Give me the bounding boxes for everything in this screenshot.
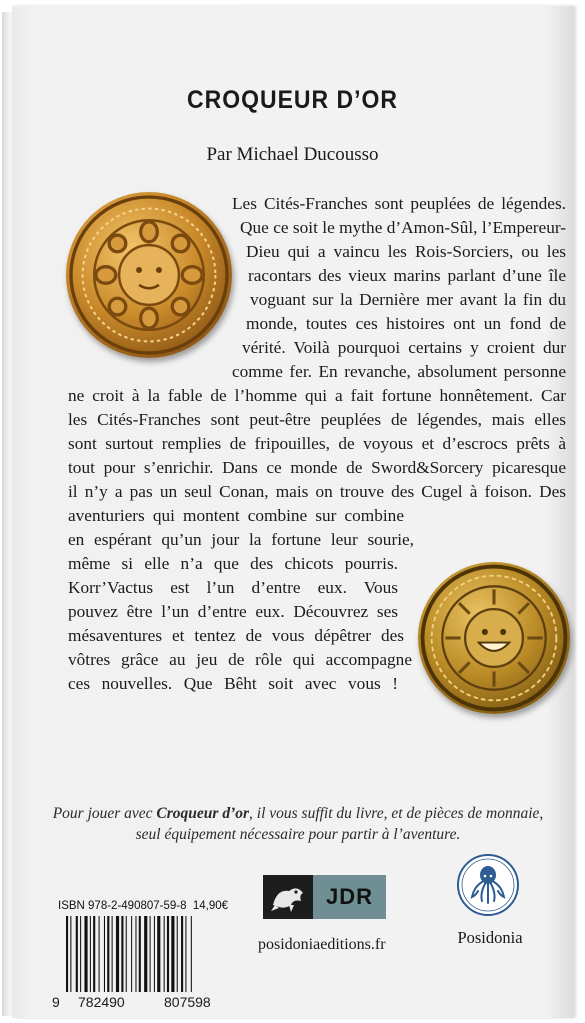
blurb-line: mésaventures et tentez de vous dépêtrer des	[68, 626, 404, 645]
blurb-line: Que ce soit le mythe d’Amon-Sûl, l’Empereur-	[240, 218, 566, 237]
note-suffix: , il vous suffit du livre, et de pièces de monnaie,	[249, 805, 544, 822]
blurb-line: sont surtout remplies de fripouilles, de voyous et d’escrocs prêts à	[68, 434, 566, 453]
blurb-line: racontars des vieux marins parlant d’une île	[248, 266, 566, 285]
blurb-line: les Cités-Franches sont peut-être peuplées de légendes, mais elles	[68, 410, 566, 429]
note-title: Croqueur d’or	[156, 805, 250, 822]
price: 14,90€	[192, 900, 229, 912]
book-author: Par Michael Ducousso	[206, 144, 379, 165]
blurb-line: tout pour s’enrichir. Dans ce monde de Sword&Sorcery picaresque	[68, 458, 566, 477]
blurb-line: monde, toutes ces histoires ont un fond de	[246, 314, 566, 333]
play-note	[48, 803, 548, 845]
blurb-line: vôtres grâce au jeu de rôle qui accompagne	[68, 650, 412, 669]
gold-coin-sun-icon	[66, 192, 232, 358]
publisher-name: Posidonia	[457, 928, 523, 947]
blurb-line: Korr’Vactus est l’un d’entre eux. Vous	[68, 578, 398, 597]
coin-sun-engraving	[66, 192, 232, 358]
octopus-logo-icon	[456, 853, 520, 917]
barcode-digits-left: 782490	[78, 994, 125, 1010]
collection-badge	[263, 875, 386, 919]
collection-label: JDR	[313, 875, 386, 919]
blurb-line: Les Cités-Franches sont peuplées de légendes.	[232, 194, 566, 213]
blurb-line: aventuriers qui montent combine sur combine	[68, 506, 404, 525]
dragon-emblem-icon	[263, 875, 313, 919]
blurb-line: ne croit à la fable de l’homme qui a fait fortune honnêtement. Car	[68, 386, 566, 405]
barcode	[64, 916, 232, 996]
blurb-line: voguant sur la Dernière mer avant la fin du	[250, 290, 566, 309]
isbn: ISBN 978-2-490807-59-8	[58, 900, 187, 912]
blurb-line: vérité. Voilà pourquoi certains y croient dur	[242, 338, 566, 357]
barcode-digits-right: 807598	[164, 994, 211, 1010]
book-title: CROQUEUR D’OR	[186, 84, 399, 114]
blurb-line: comme fer. En revanche, absolument personne	[232, 362, 566, 381]
blurb-line: pouvez être l’un d’entre eux. Découvrez ses	[68, 602, 398, 621]
blurb-line: en espérant qu’un jour la fortune leur sourie,	[68, 530, 414, 549]
publisher-website: posidoniaeditions.fr	[258, 936, 386, 953]
note-prefix: Pour jouer avec	[52, 805, 157, 822]
gold-coin-smiling-face-icon	[418, 562, 570, 714]
coin-face-engraving	[418, 562, 570, 714]
blurb-line: Dieu qui a vaincu les Rois-Sorciers, ou les	[246, 242, 566, 261]
blurb-line: il n’y a pas un seul Conan, mais on trouve des Cugel à foison. Des	[68, 482, 566, 501]
blurb-line: ces nouvelles. Que Bêht soit avec vous !	[68, 674, 398, 693]
note-line2: seul équipement nécessaire pour partir à l’aventure.	[135, 826, 461, 843]
blurb-line: même si elle n’a que des chicots pourris.	[68, 554, 398, 573]
barcode-digit-lead: 9	[52, 994, 60, 1010]
isbn-price	[58, 900, 228, 912]
